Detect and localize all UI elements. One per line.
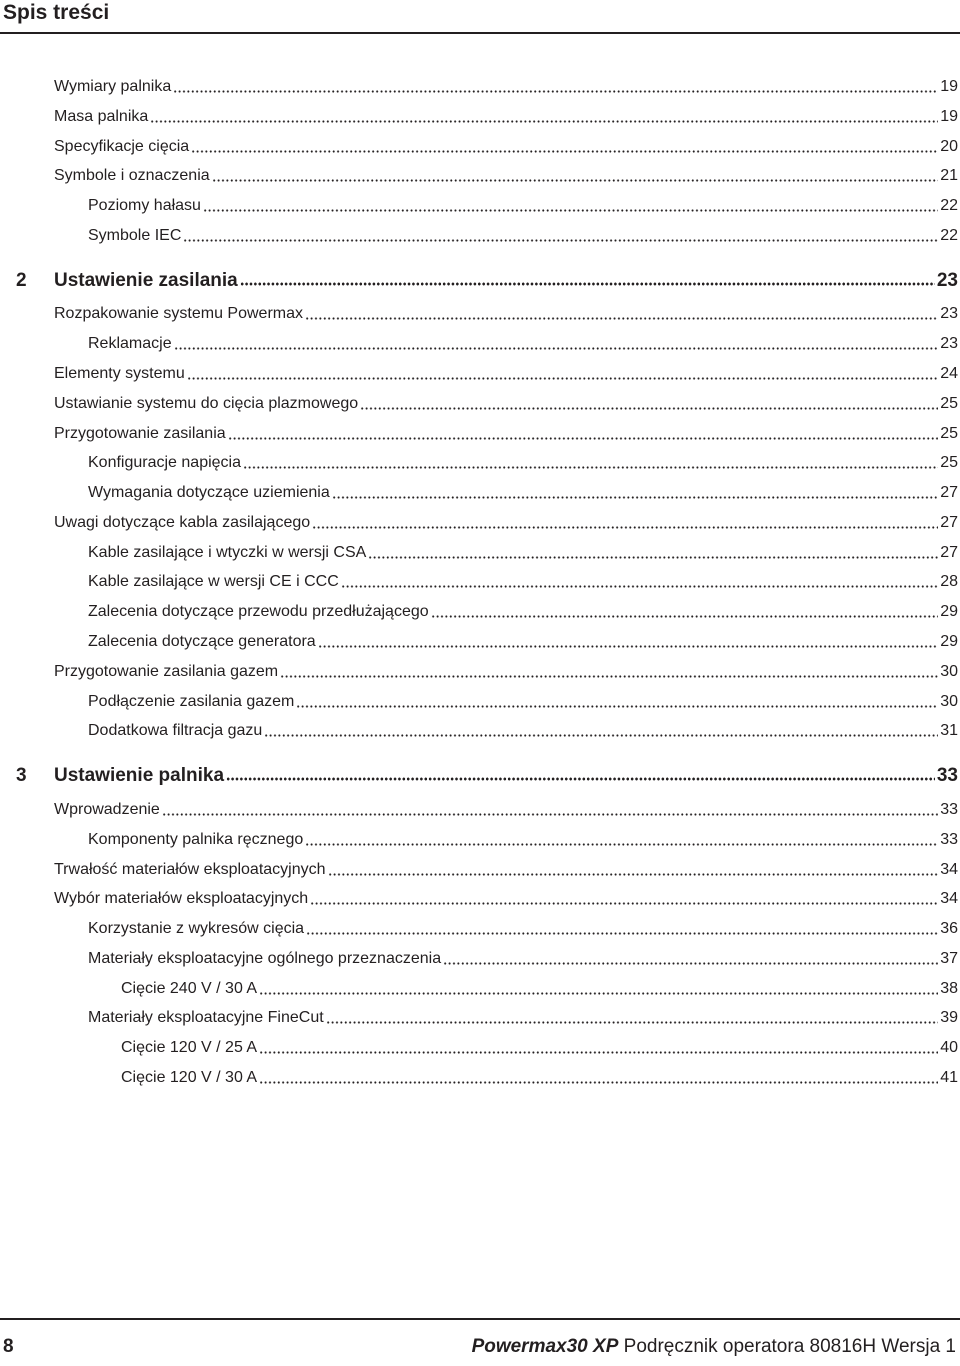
toc-entry-title: Ustawienie palnika (54, 765, 225, 787)
toc-entry-title: Komponenty palnika ręcznego (88, 830, 304, 848)
toc-entry[interactable] (54, 385, 958, 415)
toc-page-number: 41 (940, 1068, 958, 1086)
toc-entry[interactable] (88, 940, 958, 970)
toc-entry[interactable] (54, 415, 958, 445)
footer-brand: Powermax30 XP (471, 1336, 619, 1357)
toc-dot-leader (240, 282, 935, 286)
toc-page-number: 23 (940, 305, 958, 323)
toc-dot-leader (174, 347, 938, 350)
toc-entry-title: Wybór materiałów eksploatacyjnych (54, 890, 309, 908)
toc-entry-title: Masa palnika (54, 107, 149, 125)
toc-chapter[interactable] (16, 262, 958, 292)
toc-page-number: 33 (936, 765, 958, 787)
toc-chapter-number: 2 (16, 269, 27, 291)
toc-entry-title: Specyfikacje cięcia (54, 137, 190, 155)
toc-entry[interactable] (54, 68, 958, 98)
toc-dot-leader (360, 407, 938, 410)
toc-entry-title: Poziomy hałasu (88, 197, 201, 215)
toc-dot-leader (328, 873, 938, 876)
toc-entry[interactable] (88, 593, 958, 623)
toc-dot-leader (150, 120, 938, 123)
toc-page-number: 23 (940, 335, 958, 353)
toc-entry-title: Konfiguracje napięcia (88, 454, 241, 472)
toc-chapter-number: 3 (16, 765, 27, 787)
toc-dot-leader (162, 813, 938, 816)
toc-page-number: 24 (940, 365, 958, 383)
toc-page-number: 28 (940, 573, 958, 591)
toc-entry[interactable] (88, 534, 958, 564)
toc-entry[interactable] (88, 474, 958, 504)
footer-document-info (472, 1336, 956, 1358)
toc-entry[interactable] (121, 1029, 958, 1059)
toc-dot-leader (312, 526, 938, 529)
toc-entry-title: Ustawianie systemu do cięcia plazmowego (54, 394, 359, 412)
toc-entry[interactable] (54, 295, 958, 325)
toc-entry-title: Symbole IEC (88, 226, 182, 244)
toc-page-number: 39 (940, 1009, 958, 1027)
toc-page-number: 22 (940, 197, 958, 215)
toc-page-number: 25 (940, 424, 958, 442)
toc-entry-title: Symbole i oznaczenia (54, 167, 210, 185)
toc-page-number: 27 (940, 513, 958, 531)
toc-dot-leader (431, 615, 938, 618)
toc-entry-title: Materiały eksploatacyjne FineCut (88, 1009, 324, 1027)
toc-dot-leader (443, 962, 938, 965)
toc-page-number: 23 (936, 269, 958, 291)
toc-entry-title: Wymagania dotyczące uziemienia (88, 484, 330, 502)
toc-entry[interactable] (88, 683, 958, 713)
toc-entry-title: Cięcie 120 V / 30 A (121, 1068, 258, 1086)
toc-entry[interactable] (54, 128, 958, 158)
toc-entry-title: Wprowadzenie (54, 800, 160, 818)
page-footer (0, 1310, 960, 1366)
page-title: Spis treści (3, 1, 110, 24)
toc-entry[interactable] (88, 910, 958, 940)
toc-entry[interactable] (88, 712, 958, 742)
toc-dot-leader (183, 239, 938, 242)
toc-entry-title: Wymiary palnika (54, 78, 172, 95)
toc-entry-title: Cięcie 240 V / 30 A (121, 979, 258, 997)
toc-entry-title: Rozpakowanie systemu Powermax (54, 305, 303, 323)
toc-dot-leader (259, 1081, 938, 1084)
toc-dot-leader (341, 585, 938, 588)
toc-page-number: 36 (940, 920, 958, 938)
toc-page-number: 33 (940, 830, 958, 848)
toc-entry[interactable] (88, 325, 958, 355)
toc-dot-leader (243, 466, 938, 469)
toc-page-number: 30 (940, 692, 958, 710)
footer-document-title: Podręcznik operatora 80816H Wersja 1 (623, 1336, 956, 1357)
toc-entry[interactable] (121, 1059, 958, 1089)
toc-entry[interactable] (88, 217, 958, 247)
toc-page-number: 29 (940, 633, 958, 651)
toc-dot-leader (203, 209, 938, 212)
toc-entry-title: Elementy systemu (54, 365, 185, 383)
toc-dot-leader (191, 150, 938, 153)
toc-entry[interactable] (88, 999, 958, 1029)
toc-page-number: 34 (940, 860, 958, 878)
toc-entry[interactable] (54, 880, 958, 910)
toc-page-number: 29 (940, 603, 958, 621)
toc-entry-title: Cięcie 120 V / 25 A (121, 1039, 258, 1057)
toc-dot-leader (226, 777, 935, 781)
toc-page-number: 27 (940, 484, 958, 502)
toc-entry[interactable] (54, 157, 958, 187)
toc-entry[interactable] (54, 851, 958, 881)
toc-dot-leader (212, 179, 938, 182)
toc-page-number: 34 (940, 890, 958, 908)
toc-entry[interactable] (88, 444, 958, 474)
toc-chapter[interactable] (16, 757, 958, 787)
toc-page-number: 21 (940, 167, 958, 185)
toc-dot-leader (187, 377, 938, 380)
toc-entry-title: Dodatkowa filtracja gazu (88, 722, 263, 740)
toc-page-number: 27 (940, 543, 958, 561)
toc-entry-title: Zalecenia dotyczące generatora (88, 633, 316, 651)
toc-entry-title: Uwagi dotyczące kabla zasilającego (54, 513, 311, 531)
toc-dot-leader (368, 556, 938, 559)
toc-dot-leader (228, 437, 938, 440)
toc-entry-title: Reklamacje (88, 335, 172, 353)
toc-page-number: 19 (940, 78, 958, 95)
toc-page-number: 25 (940, 394, 958, 412)
toc-entry[interactable] (88, 563, 958, 593)
toc-dot-leader (305, 843, 938, 846)
toc-page-number: 30 (940, 662, 958, 680)
toc-dot-leader (259, 992, 938, 995)
toc-entry[interactable] (54, 98, 958, 128)
toc-page-number: 33 (940, 800, 958, 818)
toc-page-number: 38 (940, 979, 958, 997)
toc-page-number: 37 (940, 949, 958, 967)
toc-page-number: 25 (940, 454, 958, 472)
toc-dot-leader (332, 496, 938, 499)
toc-entry-title: Zalecenia dotyczące przewodu przedłużającego (88, 603, 429, 621)
toc-entry-title: Kable zasilające w wersji CE i CCC (88, 573, 339, 591)
toc-page-number: 22 (940, 226, 958, 244)
toc-entry[interactable] (54, 504, 958, 534)
toc-dot-leader (305, 317, 938, 320)
toc-dot-leader (318, 645, 938, 648)
toc-entry-title: Podłączenie zasilania gazem (88, 692, 295, 710)
toc-entry-title: Materiały eksploatacyjne ogólnego przeznaczenia (88, 949, 442, 967)
footer-divider (0, 1318, 960, 1320)
toc-entry[interactable] (88, 623, 958, 653)
toc-entry-title: Przygotowanie zasilania gazem (54, 662, 279, 680)
toc-entry-title: Ustawienie zasilania (54, 269, 238, 291)
toc-dot-leader (326, 1021, 938, 1024)
toc-entry[interactable] (54, 791, 958, 821)
toc-page-number: 31 (940, 722, 958, 740)
page-header (0, 0, 960, 40)
toc-dot-leader (296, 705, 938, 708)
toc-dot-leader (280, 675, 938, 678)
toc-page-number: 19 (940, 107, 958, 125)
toc-entry-title: Kable zasilające i wtyczki w wersji CSA (88, 543, 367, 561)
toc-entry-title: Korzystanie z wykresów cięcia (88, 920, 305, 938)
toc-dot-leader (310, 902, 938, 905)
toc-dot-leader (306, 932, 938, 935)
toc-entry-title: Trwałość materiałów eksploatacyjnych (54, 860, 326, 878)
toc-entry[interactable] (121, 970, 958, 1000)
header-divider (0, 32, 960, 34)
footer-page-number: 8 (3, 1336, 14, 1357)
toc-entry[interactable] (88, 821, 958, 851)
toc-entry-title: Przygotowanie zasilania (54, 424, 226, 442)
toc-entry[interactable] (54, 355, 958, 385)
toc-dot-leader (259, 1051, 938, 1054)
toc-page-number: 20 (940, 137, 958, 155)
toc-entry[interactable] (54, 653, 958, 683)
toc-page-number: 40 (940, 1039, 958, 1057)
toc-entry[interactable] (88, 187, 958, 217)
toc-dot-leader (264, 734, 938, 737)
toc-dot-leader (173, 90, 938, 93)
